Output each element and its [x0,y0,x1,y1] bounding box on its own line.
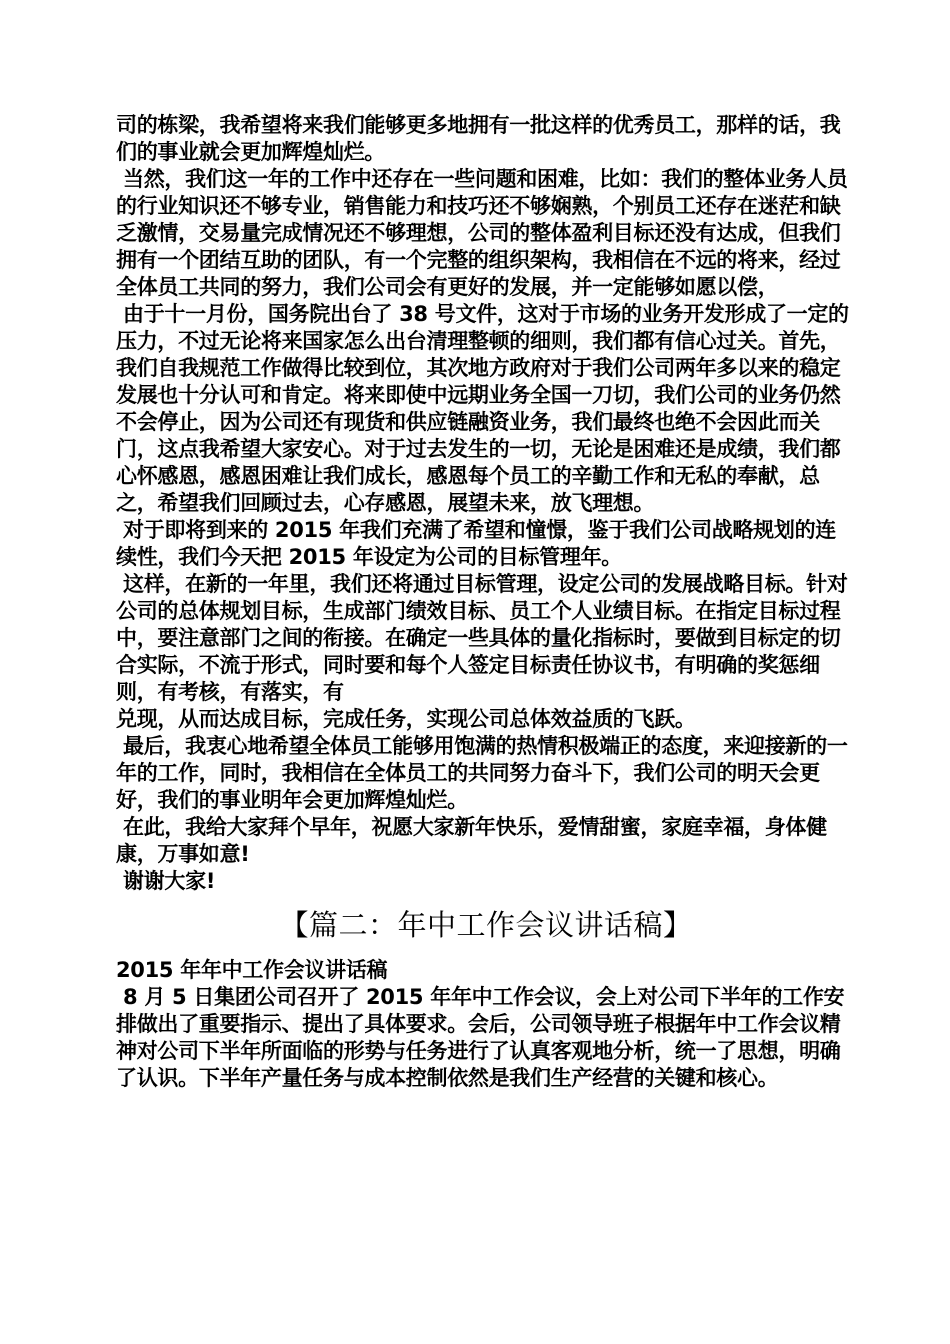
paragraph-5: 这样，在新的一年里，我们还将通过目标管理，设定公司的发展战略目标。针对公司的总体规划目标，生成部门绩效目标、员工个人业绩目标。在指定目标过程中，要注意部门之间的衔接。在确定一些具体的量化指标时，要做到目标定的切合实际，不流于形式，同时要和每个人签定目标责任协议书，有明确的奖惩细则，有考核，有落实，有 [116,572,848,704]
document-page [116,112,856,1092]
paragraph-8: 在此，我给大家拜个早年，祝愿大家新年快乐，爱情甜蜜，家庭幸福，身体健康，万事如意! [116,815,827,866]
paragraph-1: 司的栋梁，我希望将来我们能够更多地拥有一批这样的优秀员工，那样的话，我们的事业就会更加辉煌灿烂。 [116,113,841,164]
paragraph-4: 对于即将到来的 2015 年我们充满了希望和憧憬，鉴于我们公司战略规划的连续性，我们今天把 2015 年设定为公司的目标管理年。 [116,518,836,569]
section-title: 【篇二：年中工作会议讲话稿】 [279,908,693,942]
paragraph-6: 兑现，从而达成目标，完成任务，实现公司总体效益质的飞跃。 [116,707,696,731]
paragraph-7: 最后，我衷心地希望全体员工能够用饱满的热情积极端正的态度，来迎接新的一年的工作，同时，我相信在全体员工的共同努力奋斗下，我们公司的明天会更好，我们的事业明年会更加辉煌灿烂。 [116,734,848,812]
paragraph-2: 当然，我们这一年的工作中还存在一些问题和困难，比如：我们的整体业务人员的行业知识还不够专业，销售能力和技巧还不够娴熟，个别员工还存在迷茫和缺乏激情，交易量完成情况还不够理想，公司的整体盈利目标还没有达成，但我们拥有一个团结互助的团队，有一个完整的组织架构，我相信在不远的将来，经过全体员工共同的努力，我们公司会有更好的发展，并一定能够如愿以偿， [116,167,848,299]
paragraph-3: 由于十一月份，国务院出台了 38 号文件，这对于市场的业务开发形成了一定的压力，不过无论将来国家怎么出台清理整顿的细则，我们都有信心过关。首先，我们自我规范工作做得比较到位，其次地方政府对于我们公司两年多以来的稳定发展也十分认可和肯定。将来即使中远期业务全国一刀切，我们公司的业务仍然不会停止，因为公司还有现货和供应链融资业务，我们最终也绝不会因此而关门，这点我希望大家安心。对于过去发生的一切，无论是困难还是成绩，我们都心怀感恩，感恩困难让我们成长，感恩每个员工的辛勤工作和无私的奉献，总之，希望我们回顾过去，心存感恩，展望未来，放飞理想。 [116,302,849,515]
paragraph-9: 谢谢大家! [116,869,216,893]
section-paragraph-1: 8 月 5 日集团公司召开了 2015 年年中工作会议，会上对公司下半年的工作安排做出了重要指示、提出了具体要求。会后，公司领导班子根据年中工作会议精神对公司下半年所面临的形势与任务进行了认真客观地分析，统一了思想，明确了认识。下半年产量任务与成本控制依然是我们生产经营的关键和核心。 [116,985,845,1090]
section-subheading: 2015 年年中工作会议讲话稿 [116,958,388,982]
